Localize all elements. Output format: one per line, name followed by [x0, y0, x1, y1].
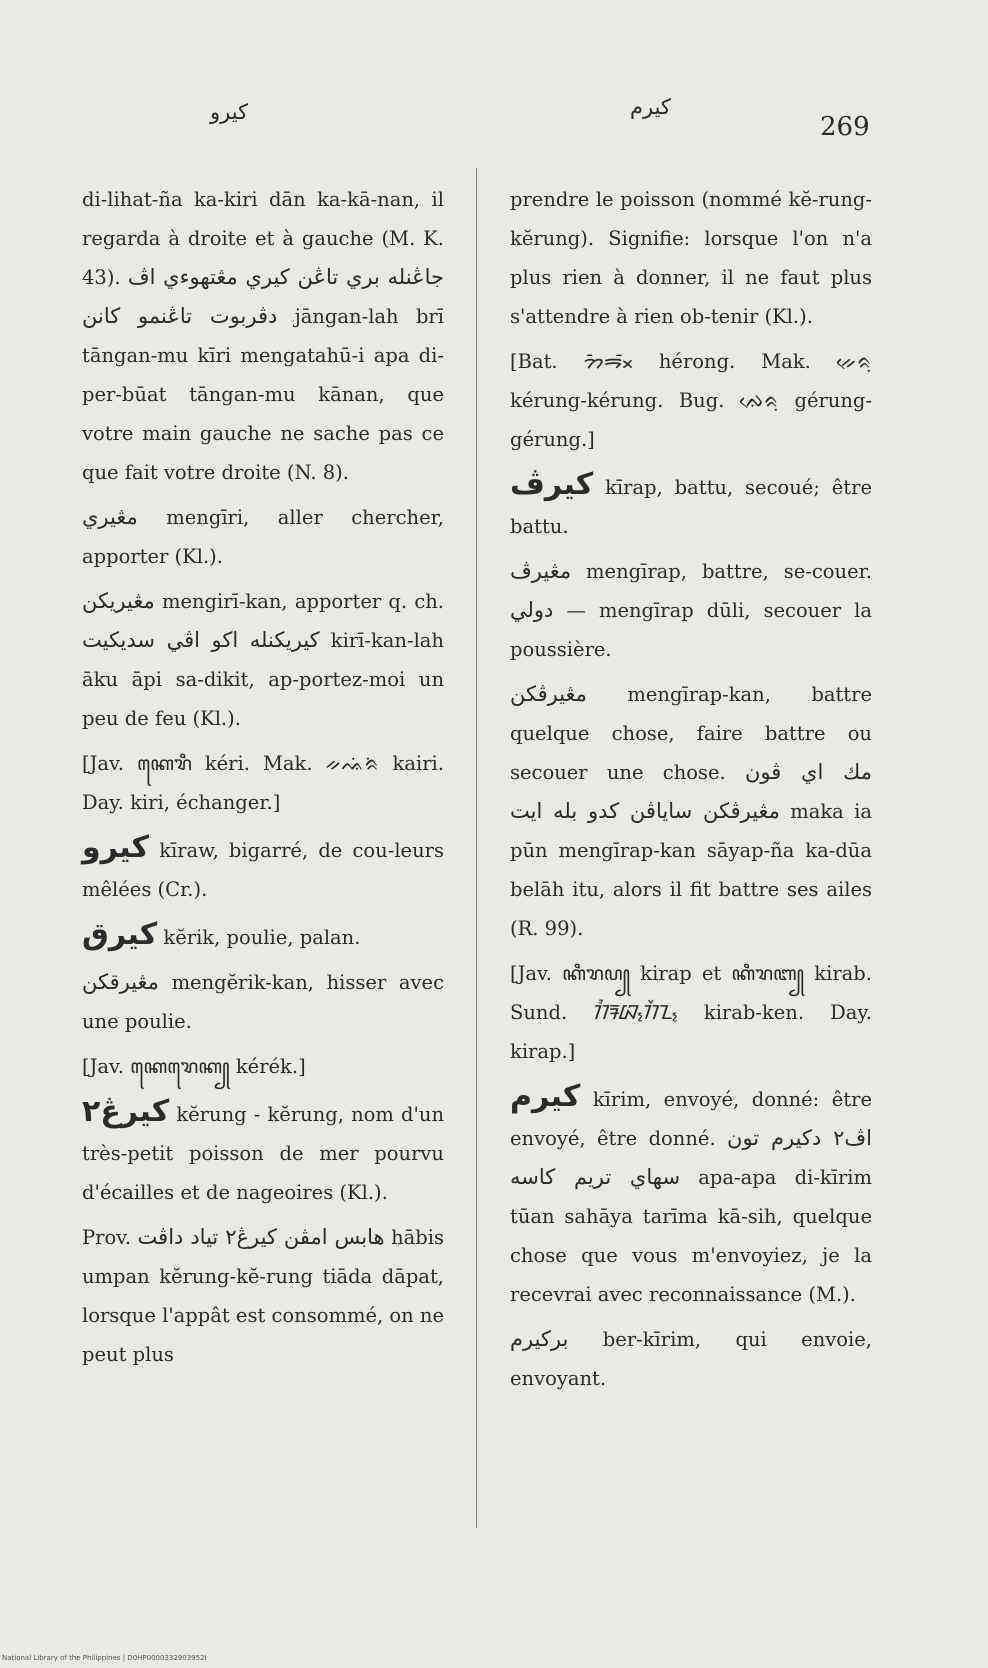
subentry-mengirikan: مڠيريكن mengirī-kan, apporter q. ch. كيريكنله اكو اڤي سديكيت kirī-kan-lah āku āpi sa-dikit, ap-portez-moi un peu de feu (Kl.).	[82, 589, 444, 730]
cognates-kiri: [Jav. ꦏꦺꦫꦶ kéri. Mak. ᨀᨕᨗᨑᨗ kairi. Day. kiri, échanger.]	[82, 752, 444, 814]
subentry-mengerikkan: مڠيرقكن mengĕrik-kan, hisser avec une poulie.	[82, 970, 444, 1033]
proverb-kerung-cont: prendre le poisson (nommé kĕ-rung-kĕrung). Signifie: lorsque l'on n'a plus rien à donner, il ne faut plus s'attendre à rien ob-tenir (Kl.).	[510, 188, 872, 328]
running-head-left: كيرو	[210, 100, 249, 124]
subentry-berkirim: بركيرم ber-kīrim, qui envoie, envoyant.	[510, 1327, 872, 1390]
column-divider	[476, 168, 477, 1528]
running-head-right: كيرم	[630, 95, 671, 119]
subentry-mengirapkan: مڠيرڤكن mengīrap-kan, battre quelque chose, faire battre ou secouer une chose. مك اي ڤون مڠيرڤكن ساياڤن كدو بله ايت maka ia pūn mengīrap-kan sāyap-ña ka-dūa belāh itu, alors il fit battre ses ailes (R. 99).	[510, 682, 873, 940]
entry-kiraw: كيرو kīraw, bigarré, de cou-leurs mêlées (Cr.).	[82, 830, 444, 901]
cognates-kerung: [Bat. ᯂᯩᯒᯬᯰ hérong. Mak. ᨀᨙᨑᨘ kérung-kérung. Bug. ᨁᨙᨑᨘ gérung-gérung.]	[510, 350, 872, 451]
entry-kirap: كيرڤ kīrap, battu, secoué; être battu.	[510, 467, 872, 538]
cognates-kirap: [Jav. ꦏꦶꦫꦥ꧀ kirap et ꦏꦶꦫꦧ꧀ kirab. Sund. ᮊᮤᮛᮘ᮪ᮊᮨᮔ᮪ kirab-ken. Day. kirap.]	[510, 962, 872, 1063]
cognates-kerik: [Jav. ꦏꦺꦫꦺꦏ꧀ kérék.]	[82, 1055, 306, 1078]
entry-kerik: كيرق kĕrik, poulie, palan.	[82, 917, 361, 952]
entry-kirim: كيرم kīrim, envoyé, donné: être envoyé, être donné. اڤ٢ دكيرم تون سهاي تريم كاسه apa-apa di-kīrim tūan sahāya tarīma kā-sih, quelque chose que vous m'envoyiez, je la recevrai avec reconnaissance (M.).	[510, 1079, 873, 1306]
subentry-mengirap: مڠيرڤ mengīrap, battre, se-couer. دولي — mengīrap dūli, secouer la poussière.	[510, 559, 873, 661]
entry-kiri-cont: di-lihat-ña ka-kiri dān ka-kā-nan, il regarda à droite et à gauche (M. K. 43). جاڠنله بري تاڠن كيري مڠتهوءي اڤ دڤربوت تاڠنمو كانن jāngan-lah brī tāngan-mu kīri mengatahū-i apa di-per-būat tāngan-mu kānan, que votre main gauche ne sache pas ce que fait votre droite (N. 8).	[82, 188, 444, 484]
right-column	[510, 180, 872, 1404]
page-number: 269	[820, 112, 870, 142]
scan-footer: National Library of the Philippines | D0HP0000332903952I	[2, 1654, 207, 1662]
subentry-mengiri: مڠيري mengīri, aller chercher, apporter (Kl.).	[82, 505, 444, 568]
proverb-kerung: Prov. هابس امڤن كيرڠ٢ تياد داڤت hābis umpan kĕrung-kĕ-rung tiāda dāpat, lorsque l'appât est consommé, on ne peut plus	[82, 1225, 444, 1366]
left-column	[82, 180, 444, 1380]
entry-kerung: كيرڠ٢ kĕrung - kĕrung, nom d'un très-petit poisson de mer pourvu d'écailles et de nageoires (Kl.).	[82, 1094, 445, 1204]
